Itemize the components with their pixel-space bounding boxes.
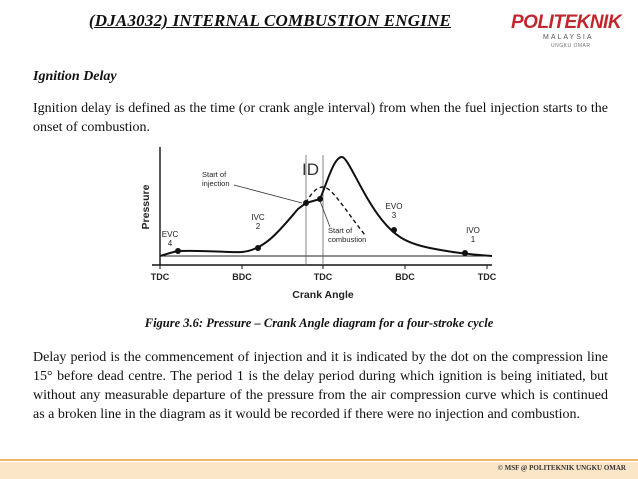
ivo-label: IVO — [466, 226, 480, 235]
ivc-dot — [255, 245, 261, 251]
figure-caption: Figure 3.6: Pressure – Crank Angle diagram for a four-stroke cycle — [144, 316, 494, 330]
start-combustion-label: combustion — [328, 235, 367, 244]
ivc-number: 2 — [255, 222, 261, 231]
tick-label: TDC — [313, 272, 333, 282]
tick-label: BDC — [232, 272, 252, 282]
page-header-title: (DJA3032) INTERNAL COMBUSTION ENGINE — [88, 11, 452, 30]
start-injection-label: Start of — [202, 170, 227, 179]
logo-wordmark: POLITEKNIK — [511, 12, 622, 33]
tick-label: TDC — [477, 272, 497, 282]
delay-period-paragraph: Delay period is the commencement of injection and it is indicated by the dot on the compression line 15° before dead centre. The period 1 is the delay period during which ignition is being initiated, but without any measurable departure of the pressure from the air compression curve which is continued as a broken line in the diagram as it would be recorded if there were no injection and combustion. — [33, 350, 608, 422]
evo-label: EVO — [385, 202, 403, 211]
logo-tagline: UNGKU OMAR — [551, 43, 591, 49]
start-injection-dot — [303, 200, 309, 206]
y-axis-label: Pressure — [140, 184, 152, 230]
evc-dot — [175, 248, 181, 254]
pressure-crank-angle-diagram — [130, 135, 510, 310]
ivo-dot — [462, 250, 468, 256]
section-heading: Ignition Delay — [33, 69, 117, 84]
logo-subtitle: MALAYSIA — [543, 34, 594, 41]
footer-divider — [0, 459, 638, 461]
ivc-label: IVC — [251, 213, 265, 222]
definition-paragraph: Ignition delay is defined as the time (or crank angle interval) from when the fuel injection starts to the onset of combustion. — [33, 101, 608, 135]
evo-dot — [391, 227, 397, 233]
x-axis-label: Crank Angle — [292, 289, 354, 301]
id-label: ID — [302, 160, 319, 179]
ivo-number: 1 — [470, 235, 476, 244]
footer-copyright: © MSF @ POLITEKNIK UNGKU OMAR — [497, 464, 626, 472]
injection-leader-line — [234, 185, 302, 203]
combustion-leader-line — [320, 201, 330, 227]
evc-label: EVC — [161, 230, 179, 239]
evc-number: 4 — [167, 239, 173, 248]
start-injection-label: injection — [202, 179, 230, 188]
evo-number: 3 — [391, 211, 397, 220]
start-combustion-label: Start of — [328, 226, 353, 235]
tick-label: BDC — [395, 272, 415, 282]
politeknik-logo — [505, 10, 633, 52]
tick-label: TDC — [150, 272, 170, 282]
